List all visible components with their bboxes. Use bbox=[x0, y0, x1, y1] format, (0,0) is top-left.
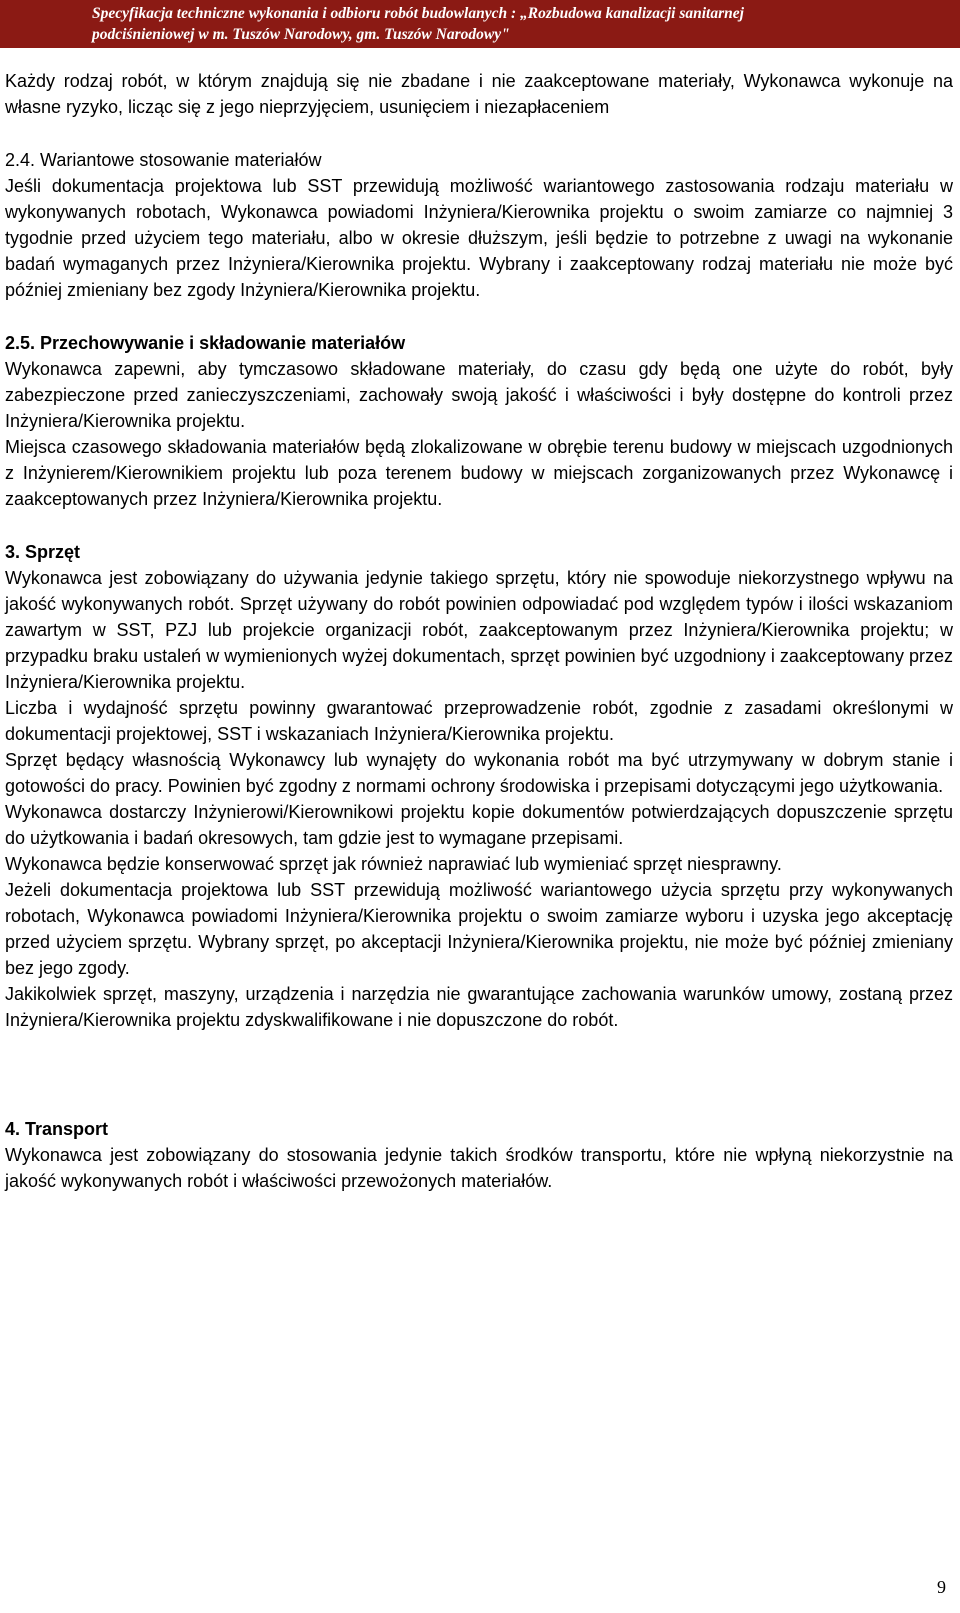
section-2-4-heading bbox=[5, 147, 953, 173]
section-2-4-number: 2.4. bbox=[5, 150, 36, 170]
section-3-paragraph: Jeżeli dokumentacja projektowa lub SST przewidują możliwość wariantowego użycia sprzętu przy wykonywanych robotach, Wykonawca powiadomi Inżyniera/Kierownika projektu o swoim zamiarze wyboru i uzyska jego akceptację przed użyciem sprzętu. Wybrany sprzęt, po akceptacji Inżyniera/Kierownika projektu, nie może być później zmieniany bez jego zgody. bbox=[5, 880, 953, 978]
section-2-4-title: Wariantowe stosowanie materiałów bbox=[40, 150, 322, 170]
section-3-heading bbox=[5, 539, 953, 565]
section-2-5-paragraph: Wykonawca zapewni, aby tymczasowo składowane materiały, do czasu gdy będą one użyte do robót, były zabezpieczone przed zanieczyszczeniami, zachowały swoją jakość i właściwości i były dostępne do kontroli przez Inżyniera/Kierownika projektu. bbox=[5, 359, 953, 431]
document-header bbox=[0, 0, 960, 48]
section-3-paragraph: Jakikolwiek sprzęt, maszyny, urządzenia i narzędzia nie gwarantujące zachowania warunków umowy, zostaną przez Inżyniera/Kierownika projektu zdyskwalifikowane i nie dopuszczone do robót. bbox=[5, 984, 953, 1030]
section-4-title: Transport bbox=[25, 1119, 109, 1139]
section-3-paragraph: Sprzęt będący własnością Wykonawcy lub wynajęty do wykonania robót ma być utrzymywany w dobrym stanie i gotowości do pracy. Powinien być zgodny z normami ochrony środowiska i przepisami dotyczącymi jego użytkowania. bbox=[5, 750, 953, 796]
section-2-5-heading bbox=[5, 330, 953, 356]
section-3-paragraph: Wykonawca jest zobowiązany do używania jedynie takiego sprzętu, który nie spowoduje niekorzystnego wpływu na jakość wykonywanych robót. Sprzęt używany do robót powinien odpowiadać pod względem typów i ilości wskazaniom zawartym w SST, PZJ lub projekcie organizacji robót, zaakceptowanym przez Inżyniera/Kierownika projektu; w przypadku braku ustaleń w wymienionych wyżej dokumentach, sprzęt powinien być uzgodniony i zaakceptowany przez Inżyniera/Kierownika projektu. bbox=[5, 568, 953, 692]
section-2-5-title: Przechowywanie i składowanie materiałów bbox=[40, 333, 406, 353]
header-line-2: podciśnieniowej w m. Tuszów Narodowy, gm. Tuszów Narodowy" bbox=[92, 26, 510, 43]
section-3-number: 3. bbox=[5, 542, 21, 562]
section-2-5-paragraph: Miejsca czasowego składowania materiałów będą zlokalizowane w obrębie terenu budowy w miejscach uzgodnionych z Inżynierem/Kierownikiem projektu lub poza terenem budowy w miejscach zorganizowanych przez Wykonawcę i zaakceptowanych przez Inżyniera/Kierownika projektu. bbox=[5, 437, 953, 509]
section-4-heading bbox=[5, 1116, 953, 1142]
section-4-paragraph: Wykonawca jest zobowiązany do stosowania jedynie takich środków transportu, które nie wpłyną niekorzystnie na jakość wykonywanych robót i właściwości przewożonych materiałów. bbox=[5, 1145, 953, 1191]
section-4-number: 4. bbox=[5, 1119, 21, 1139]
document-body bbox=[5, 68, 953, 1194]
page-number: 9 bbox=[937, 1577, 946, 1597]
section-2-5-number: 2.5. bbox=[5, 333, 36, 353]
intro-paragraph: Każdy rodzaj robót, w którym znajdują się nie zbadane i nie zaakceptowane materiały, Wykonawca wykonuje na własne ryzyko, licząc się z jego nieprzyjęciem, usunięciem i niezapłaceniem bbox=[5, 71, 953, 117]
header-line-1: Specyfikacja techniczne wykonania i odbioru robót budowlanych : „Rozbudowa kanalizacji sanitarnej bbox=[92, 5, 744, 22]
section-3-paragraph: Wykonawca będzie konserwować sprzęt jak również naprawiać lub wymieniać sprzęt niesprawny. bbox=[5, 854, 782, 874]
section-3-title: Sprzęt bbox=[25, 542, 81, 562]
section-3-paragraph: Liczba i wydajność sprzętu powinny gwarantować przeprowadzenie robót, zgodnie z zasadami określonymi w dokumentacji projektowej, SST i wskazaniach Inżyniera/Kierownika projektu. bbox=[5, 698, 953, 744]
section-3-paragraph: Wykonawca dostarczy Inżynierowi/Kierownikowi projektu kopie dokumentów potwierdzających dopuszczenie sprzętu do użytkowania i badań okresowych, tam gdzie jest to wymagane przepisami. bbox=[5, 802, 953, 848]
section-2-4-paragraph: Jeśli dokumentacja projektowa lub SST przewidują możliwość wariantowego zastosowania rodzaju materiału w wykonywanych robotach, Wykonawca powiadomi Inżyniera/Kierownika projektu o swoim zamiarze co najmniej 3 tygodnie przed użyciem tego materiału, albo w okresie dłuższym, jeśli będzie to potrzebne z uwagi na wykonanie badań wymaganych przez Inżyniera/Kierownika projektu. Wybrany i zaakceptowany rodzaj materiału nie może być później zmieniany bez zgody Inżyniera/Kierownika projektu. bbox=[5, 176, 953, 300]
